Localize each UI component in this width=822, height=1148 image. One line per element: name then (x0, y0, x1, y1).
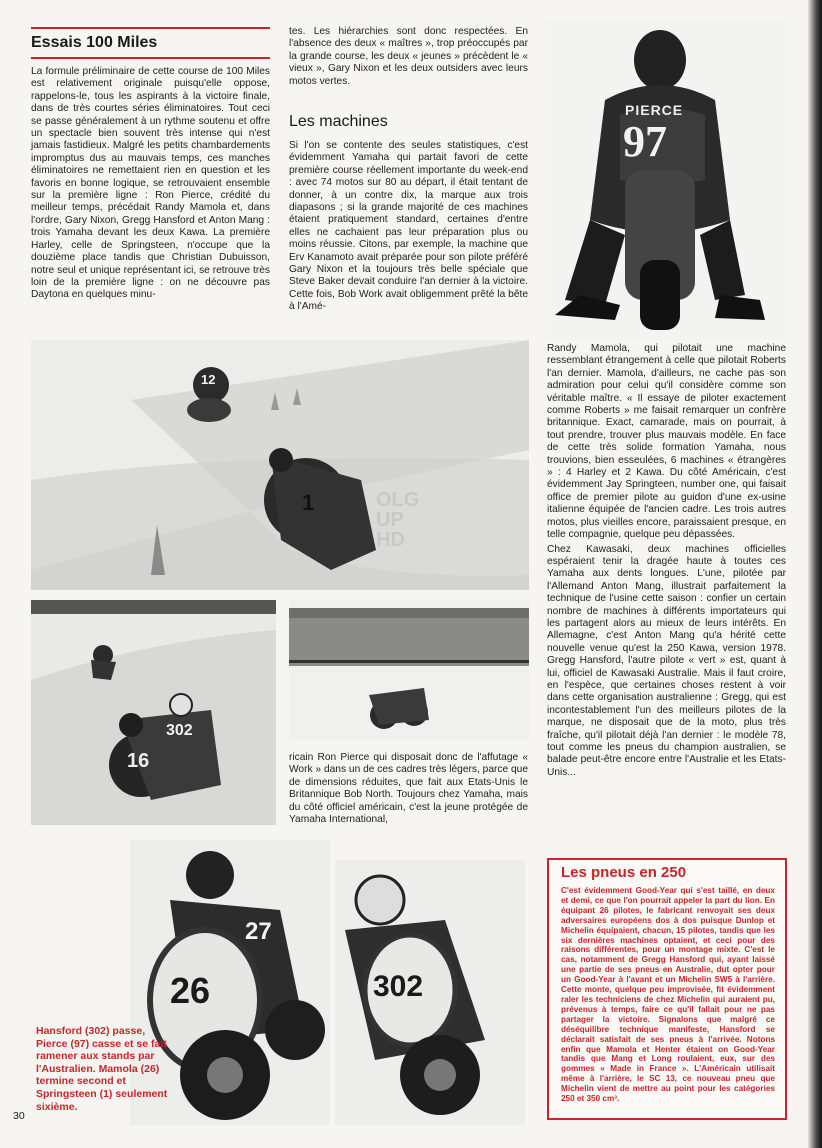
photo-duel-right-drawing (335, 860, 525, 1125)
tyres-box (547, 858, 787, 1120)
section-title-machines: Les machines (289, 113, 388, 130)
bike-302a-label: 302 (166, 722, 193, 739)
bike-16-label: 16 (127, 750, 150, 772)
bike-26-label: 26 (170, 970, 211, 1011)
photo-track-2 (31, 600, 276, 825)
watermark: OLG UP HD (376, 489, 420, 551)
col2-bottom-text: ricain Ron Pierce qui disposait donc de l'affutage « Work » dans un de ces cadres très légers, parce que de dimensions réduites, que fait aux Etats-Unis le Britannique Bob North. Toujours chez Yamaha, mais du côté officiel américain, c'est la jeune protégée de Yamaha International, (289, 752, 528, 826)
title-rule-bottom (31, 57, 270, 59)
section2-body: Si l'on se contente des seules statistiques, c'est évidemment Yamaha qui partait favori de cette première course réellement importante du week-end : avec 74 motos sur 80 au départ, il était tentant de donner, à un contre dix, la marque aux trois diapasons ; si la grande majorité de ces machines étaient pratiquement standard, certaines d'entre elles ne cachaient pas leur préparation plus ou moins réussie. Citons, par exemple, la machine que Erv Kanamoto avait préparée pour son pilote préféré Gary Nixon et la toujours très belle spéciale que Steve Baker devait conduire l'an dernier à la victoire. Cette fois, Bob Work avait obligemment prêté la bête à l'Amé- (289, 140, 528, 313)
photo-pierce-rear-drawing (545, 20, 790, 340)
col3-paragraph-2: Chez Kawasaki, deux machines officielles espéraient tenir la dragée haute à toutes ces Yamaha aux dents longues. L'une, pilotée par l'Allemand Anton Mang, illustrait parfaitement la technique de l'usine cette saison : confier un certain nombre de machines à différents importateurs qui les partagent alors au mieux de leurs intérêts. En Allemagne, c'est Anton Mang qu'a hérité cette nouvelle venue qu'est la 250 Kawa, version 1978. Gregg Hansford, l'autre pilote « vert » est, quant à lui, officiel de Kawasaki Australie. Mais il faut croire, en l'espèce, que certaines choses restent à voir dans cette organisation australienne : Gregg, qui est incontestablement l'un des meilleurs pilotes de la marque, ne disposait que de la moto, plus très fraîche, qu'il pilotait déjà l'an dernier : le modèle 78, tout comme les pneus du champion australien, se balade peut-être encore entre l'Australie et les Etats-Unis... (547, 543, 786, 778)
photo-track-1 (31, 340, 529, 590)
bike-1-label: 1 (302, 490, 315, 515)
photo-track-2-drawing (31, 600, 276, 825)
title-rule-top (31, 27, 270, 29)
col2-top-text: tes. Les hiérarchies sont donc respectées. En l'absence des deux « maîtres », trop préoccupés par la grande course, les deux « jeunes » précèdent le « vieux », Gary Nixon et les deux outsiders avec leurs motos vertes. (289, 26, 528, 87)
photo-pierce-rear (545, 20, 790, 340)
pierce-name-label: PIERCE (625, 102, 684, 118)
bike-27-label: 27 (245, 918, 272, 945)
photo-caption: Hansford (302) passe, Pierce (97) casse et se fait ramener aux stands par l'Australien. Mamola (26) termine second et Springsteen (1) seulement sixième. (36, 1025, 168, 1113)
bike-302b-label: 302 (373, 970, 424, 1003)
col3-paragraph-1: Randy Mamola, qui pilotait une machine ressemblant étrangement à celle que pilotait Roberts l'an dernier. Mamola, d'ailleurs, ne cache pas son admiration pour celui qu'il considère comme son véritable maître. « Il essaye de piloter exactement comme Roberts » me faisait remarquer un confrère britannique. Exact, camarade, mais on pourrait, à tout prendre, trouver plus mauvais modèle. En face de cette très solide formation Yamaha, nous trouvions, bien esseulées, 6 machines « étrangères » : 4 Harley et 2 Kawa. Du côté Américain, c'est évidemment Jay Springteen, number one, qui faisait office de premier pilote au guidon d'une ex-usine italienne équipée de l'ancien cadre. Les trois autres motos, plus vieilles encore, paraissaient presque, en telle compagnie, quelque peu dépassées. (547, 343, 786, 541)
section1-body: La formule préliminaire de cette course de 100 Miles est relativement originale puisqu'elle oppose, rappelons-le, tous les aspirants à la victoire finale, dans de très courtes séries éliminatoires. Tout ceci se passe généralement à un rythme soutenu et offre un spectacle bien souvent très intense qui n'est jamais fastidieux. Malgré les petits chambardements impromptus dus au mauvais temps, ces manches éliminatoires ne remettaient rien en question et les favoris en bonne logique, se retrouvaient ensemble sur la première ligne : Ron Pierce, crédité du meilleur temps, précédait Randy Mamola et, dans l'ordre, Gary Nixon, Gregg Hansford et Anton Mang : trois Yamaha devant les deux Kawa. La première Harley, celle de Springsteen, n'occupe que la douzième place tandis que Christian Dubuisson, notre seul et unique représentant ici, se retrouve très loin de la première ligne : on ne découvre pas Daytona en quelques minu- (31, 66, 270, 301)
tyres-box-body: C'est évidemment Good-Year qui s'est taillé, en deux et demi, ce que l'on pourrait appeler la part du lion. En équipant 26 pilotes, le fabricant renvoyait ses deux adversaires européens dos à dos puisque Dunlop et Michelin équipaient, chacun, 15 pilotes, tandis que les six dernières machines optaient, et ceci pour des raisons différentes, pour un montage mixte. C'est le cas, notamment de Gregg Hansford qui, ayant laissé une partie de ses pneus en Australie, dut opter pour un Good-Year à l'avant et un Michelin SW5 à l'arrière. Cette monte, quelque peu improvisée, fit évidemment raler les techniciens de chez Michelin qui auraient pu, prévenus à temps, faire ce qu'il fallait pour ne pas partager la victoire. Signalons que malgré ce déséquilibre technique manifeste, Hansford se déclarait satisfait de ses pneus à l'arrivée. Notons enfin que Mamola et Henter étaient on Good-Year tandis que Mang et Long roulaient, eux, sur des gommes « Made in France ». L'Américain utilisait même à l'arrière, le SC 13, ce nouveau pneu que Michelin vient de mettre au point pour les catégories 250 et 350 cm³. (561, 886, 775, 1104)
photo-pits-drawing (289, 600, 529, 740)
photo-track-1-drawing (31, 340, 529, 590)
photo-duel-right (335, 860, 525, 1125)
bike-12-label: 12 (201, 372, 216, 387)
page-number: 30 (13, 1110, 25, 1122)
col3-text (547, 343, 786, 781)
page-edge (808, 0, 822, 1148)
pierce-number-label: 97 (623, 117, 667, 166)
photo-pits (289, 600, 529, 740)
section-title-essais: Essais 100 Miles (31, 34, 158, 51)
tyres-box-title: Les pneus en 250 (561, 864, 687, 881)
